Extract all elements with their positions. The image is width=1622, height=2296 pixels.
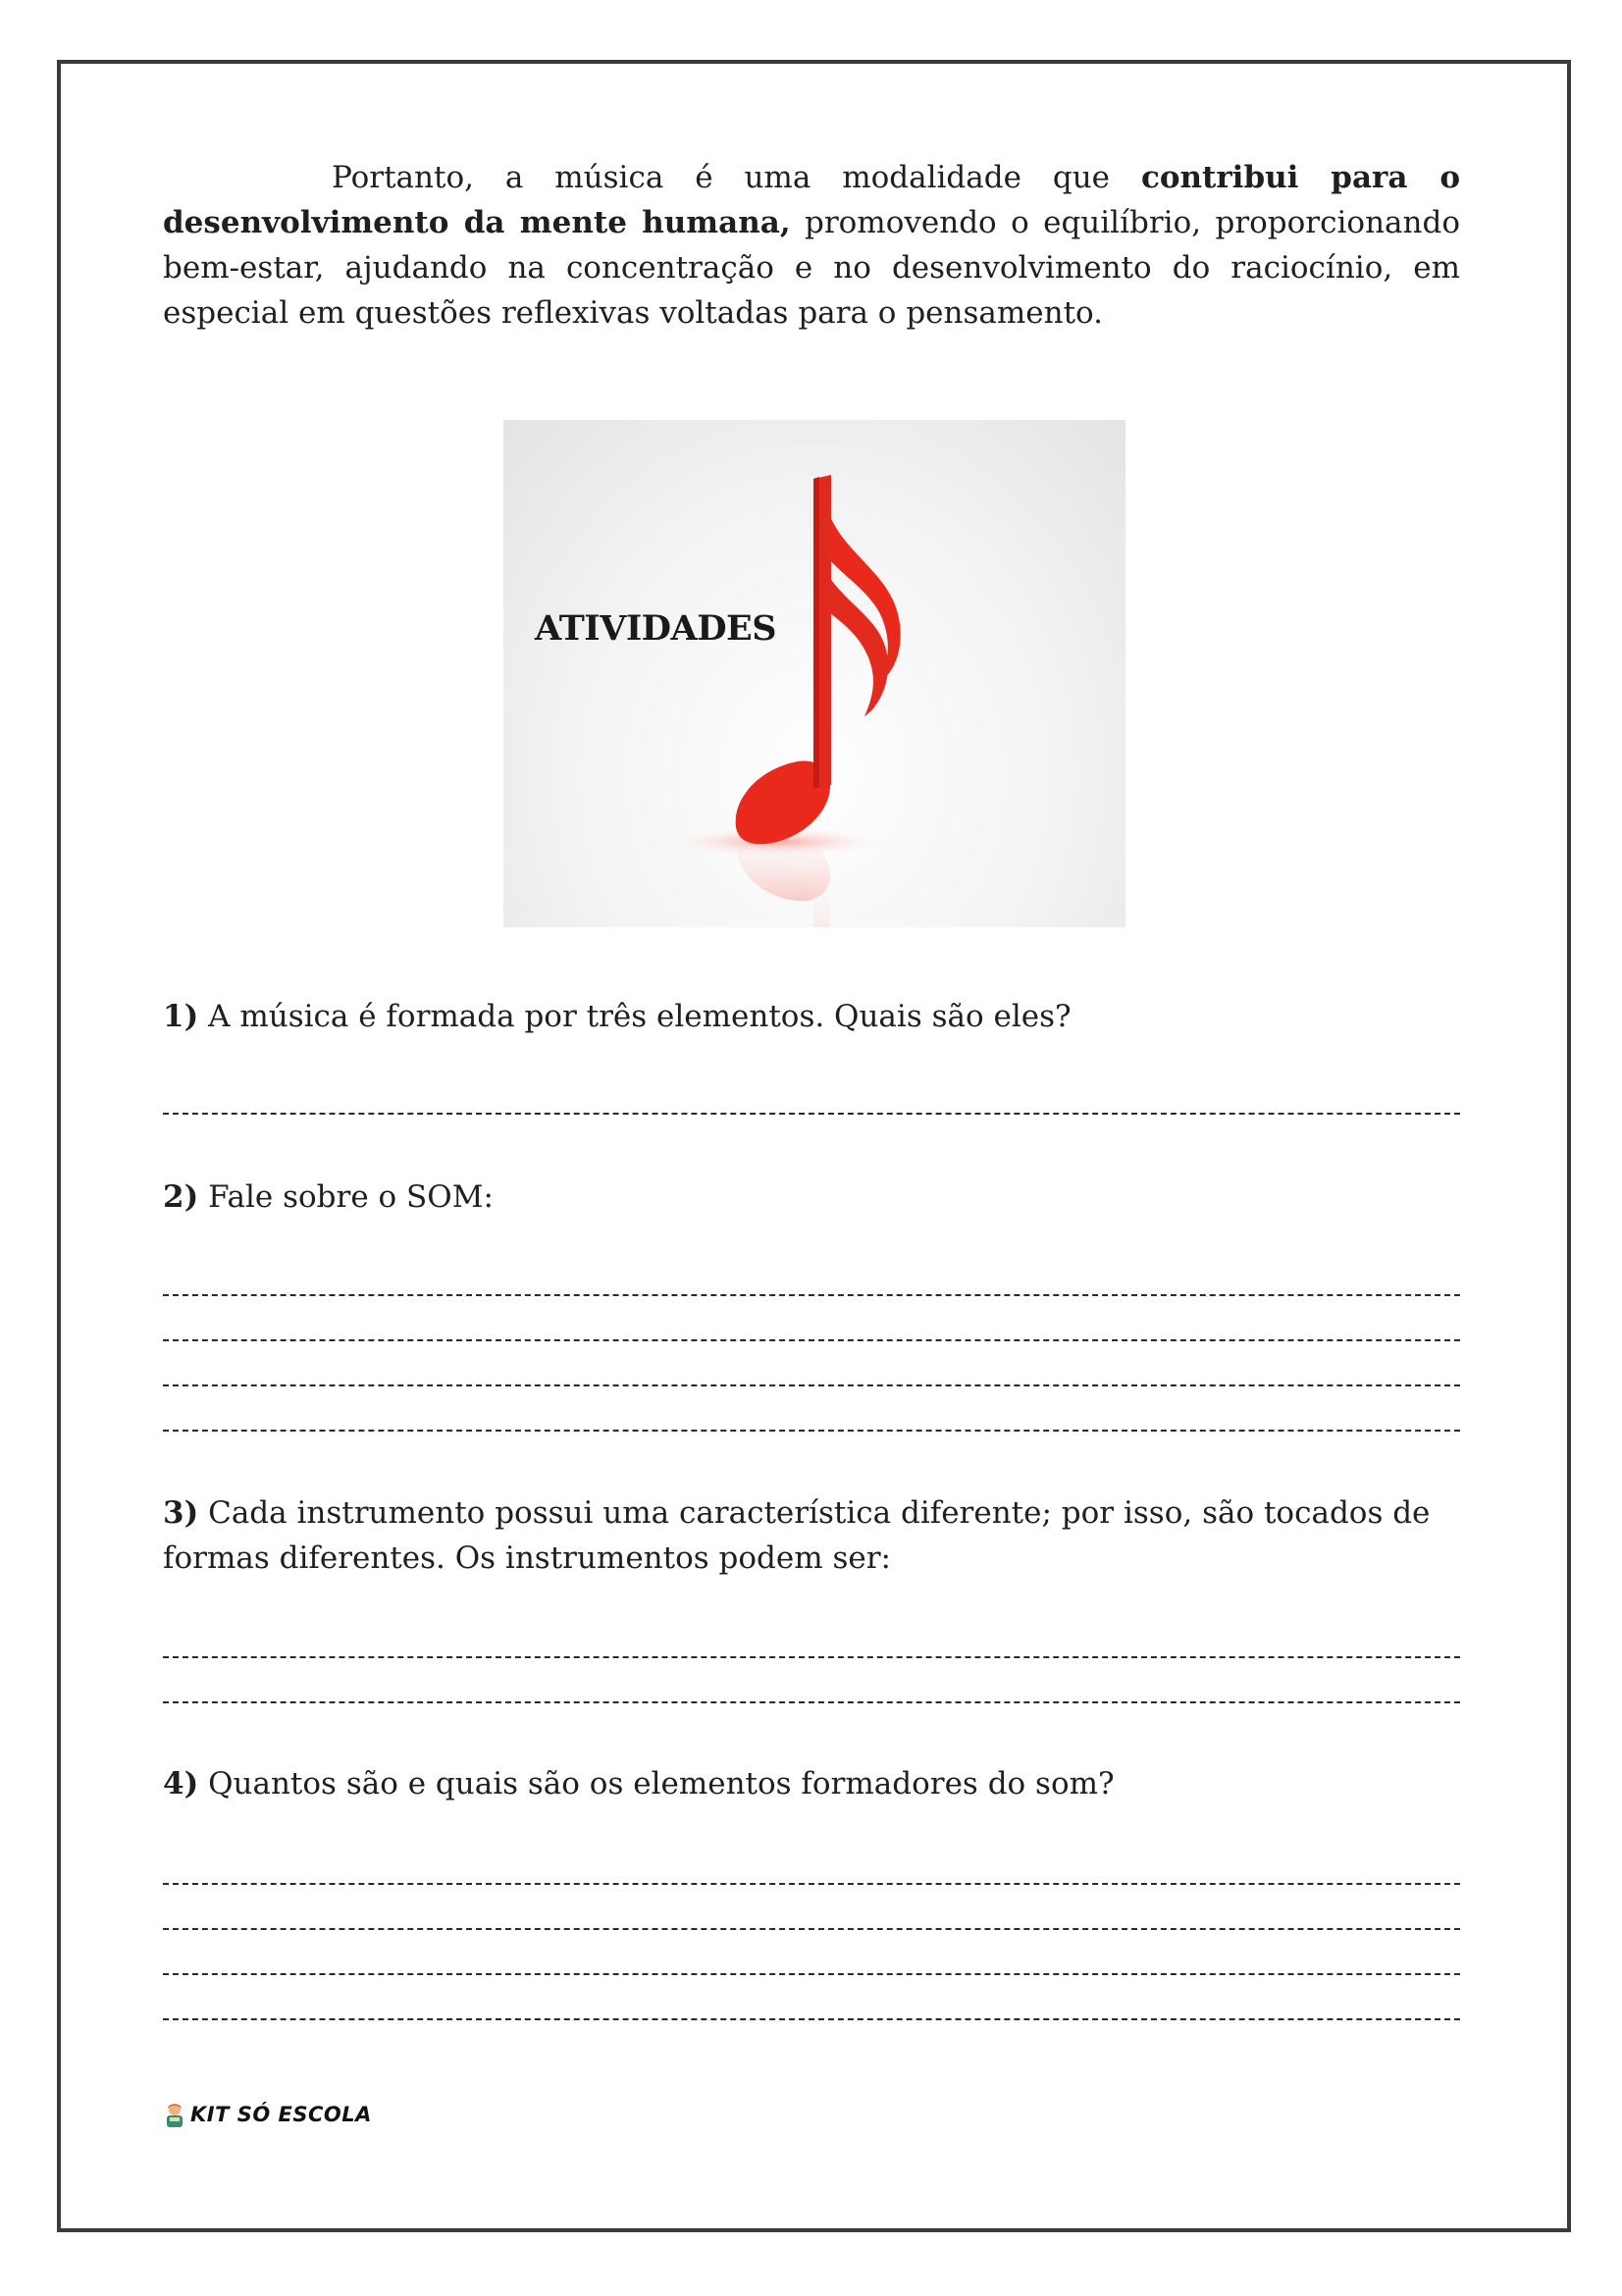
question-2-answer-lines: [163, 1261, 1460, 1441]
answer-line[interactable]: [163, 1396, 1460, 1441]
student-logo-icon: [163, 2101, 186, 2128]
question-3-answer-lines: [163, 1623, 1460, 1713]
question-4-text: Quantos são e quais são os elementos formadores do som?: [198, 1766, 1115, 1801]
question-3-number: 3): [163, 1495, 199, 1531]
question-4-answer-lines: [163, 1850, 1460, 2030]
question-1-text: A música é formada por três elementos. Quais são eles?: [198, 999, 1072, 1034]
answer-line[interactable]: [163, 1985, 1460, 2030]
question-3-text: Cada instrumento possui uma característica diferente; por isso, são tocados de formas diferentes. Os instrumentos podem ser:: [163, 1495, 1431, 1576]
answer-line[interactable]: [163, 1079, 1460, 1124]
answer-line[interactable]: [163, 1940, 1460, 1985]
answer-line[interactable]: [163, 1895, 1460, 1940]
question-4: [163, 1761, 1468, 1806]
intro-bold-text: contribui para o desenvolvimento da mente humana,: [163, 160, 1461, 240]
figure-label: ATIVIDADES: [535, 608, 776, 649]
question-4-number: 4): [163, 1766, 199, 1801]
intro-text-after: promovendo o equilíbrio, proporcionando bem-estar, ajudando na concentração e no desenvolvimento do raciocínio, em especial em questões reflexivas voltadas para o pensamento.: [163, 205, 1460, 331]
activities-figure: [503, 420, 1125, 927]
answer-line[interactable]: [163, 1306, 1460, 1351]
answer-line[interactable]: [163, 1668, 1460, 1713]
answer-line[interactable]: [163, 1850, 1460, 1895]
intro-text-before: Portanto, a música é uma modalidade que: [332, 160, 1141, 195]
footer-logo: [163, 2101, 372, 2128]
answer-line[interactable]: [163, 1623, 1460, 1668]
answer-line[interactable]: [163, 1351, 1460, 1396]
question-1: [163, 994, 1468, 1039]
footer-logo-text: KIT SÓ ESCOLA: [190, 2103, 372, 2126]
question-1-answer-lines: [163, 1079, 1460, 1124]
question-3: [163, 1490, 1468, 1581]
question-1-number: 1): [163, 999, 199, 1034]
question-2: [163, 1174, 1468, 1220]
question-2-number: 2): [163, 1179, 199, 1215]
intro-paragraph: [163, 155, 1460, 336]
intro-block: [163, 155, 1460, 336]
answer-line[interactable]: [163, 1261, 1460, 1306]
music-note-icon: [503, 420, 1125, 927]
question-2-text: Fale sobre o SOM:: [198, 1179, 494, 1215]
